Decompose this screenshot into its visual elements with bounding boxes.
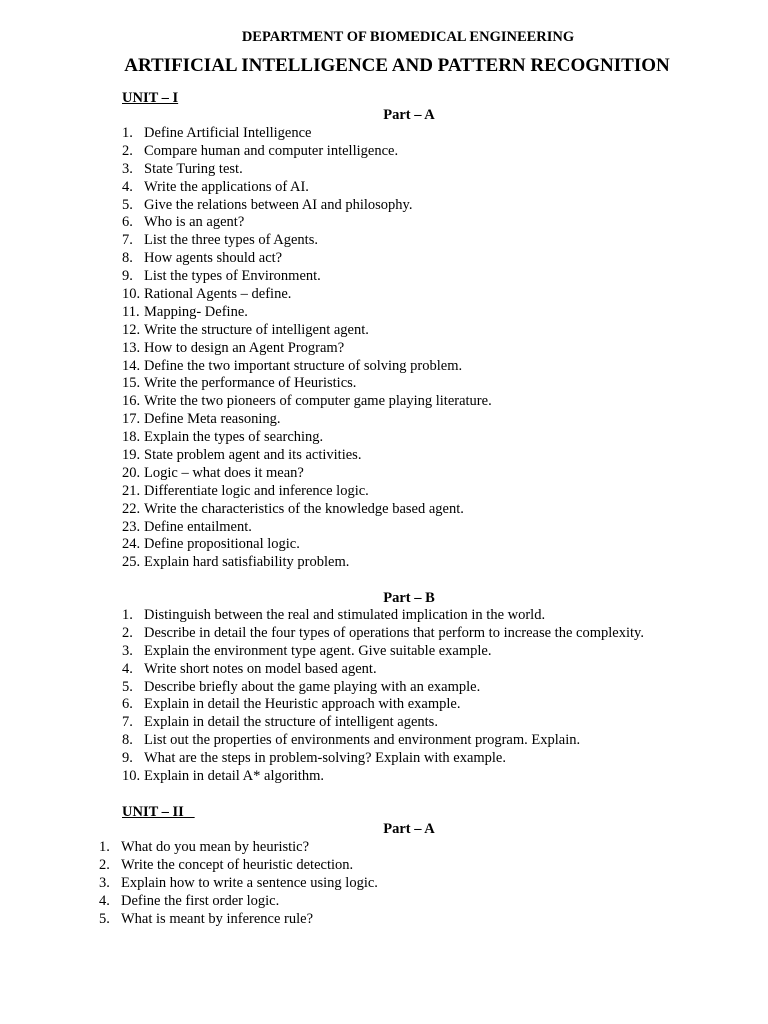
question-text: Explain in detail the Heuristic approach with example. [144, 696, 461, 713]
question-number: 1. [122, 125, 133, 141]
question-item [122, 197, 492, 215]
question-item [122, 358, 492, 376]
question-number: 11. [122, 303, 140, 320]
unit-2-part-a-questions [99, 839, 378, 928]
question-number: 1. [99, 839, 110, 855]
question-text: Who is an agent? [144, 214, 245, 231]
question-text: Write the two pioneers of computer game playing literature. [144, 393, 492, 410]
question-item [122, 232, 492, 250]
question-number: 20. [122, 464, 141, 481]
question-text: List out the properties of environments and environment program. Explain. [144, 732, 581, 749]
question-number: 19. [122, 447, 141, 464]
question-item [99, 857, 378, 875]
question-item [122, 393, 492, 411]
question-text: Write the structure of intelligent agent. [144, 321, 369, 338]
question-item [122, 143, 492, 161]
question-text: Distinguish between the real and stimulated implication in the world. [144, 607, 546, 623]
question-item [122, 429, 492, 447]
unit-1-part-a-heading: Part – A [383, 107, 435, 123]
question-text: Differentiate logic and inference logic. [144, 482, 369, 499]
question-text: List the three types of Agents. [144, 232, 318, 249]
question-item [99, 893, 378, 911]
question-item [122, 161, 492, 179]
question-text: Explain hard satisfiability problem. [144, 554, 350, 571]
question-text: Define the two important structure of solving problem. [144, 357, 463, 374]
question-item [122, 447, 492, 465]
question-number: 2. [122, 624, 133, 641]
question-item [122, 607, 644, 625]
question-number: 2. [99, 856, 110, 873]
question-item [122, 750, 644, 768]
question-text: Write the performance of Heuristics. [144, 375, 357, 392]
question-number: 25. [122, 554, 141, 571]
question-text: Explain how to write a sentence using logic. [121, 874, 378, 891]
question-item [122, 250, 492, 268]
department-heading: DEPARTMENT OF BIOMEDICAL ENGINEERING [241, 29, 575, 45]
question-number: 3. [99, 874, 110, 891]
question-number: 16. [122, 393, 141, 410]
question-item [122, 501, 492, 519]
question-text: State Turing test. [144, 160, 243, 177]
unit-1-part-b-questions [122, 607, 644, 786]
question-text: Write short notes on model based agent. [144, 660, 377, 677]
question-item [122, 696, 644, 714]
question-number: 1. [122, 607, 133, 623]
question-item [122, 661, 644, 679]
question-text: Rational Agents – define. [144, 286, 292, 303]
question-item [122, 714, 644, 732]
question-item [122, 732, 644, 750]
question-item [122, 554, 492, 572]
question-text: What do you mean by heuristic? [121, 839, 310, 855]
question-number: 6. [122, 696, 133, 713]
question-text: How to design an Agent Program? [144, 339, 345, 356]
question-text: State problem agent and its activities. [144, 447, 362, 464]
question-number: 2. [122, 142, 133, 159]
question-text: Describe in detail the four types of operations that perform to increase the complexity. [144, 624, 644, 641]
question-item [122, 322, 492, 340]
question-text: Write the concept of heuristic detection. [121, 856, 354, 873]
question-item [122, 768, 644, 786]
question-number: 18. [122, 429, 141, 446]
question-item [122, 125, 492, 143]
question-text: Define Meta reasoning. [144, 411, 281, 428]
question-text: List the types of Environment. [144, 268, 321, 285]
question-number: 13. [122, 339, 141, 356]
question-number: 6. [122, 214, 133, 231]
question-number: 7. [122, 714, 133, 731]
question-number: 5. [99, 910, 110, 927]
question-item [122, 643, 644, 661]
question-number: 14. [122, 357, 141, 374]
question-item [122, 679, 644, 697]
question-number: 4. [122, 178, 133, 195]
question-number: 24. [122, 536, 141, 553]
question-number: 5. [122, 678, 133, 695]
question-item [122, 340, 492, 358]
unit-1-heading: UNIT – I [122, 90, 179, 106]
question-text: How agents should act? [144, 250, 283, 267]
question-item [122, 536, 492, 554]
question-text: Mapping- Define. [144, 303, 248, 320]
question-number: 3. [122, 642, 133, 659]
unit-2-heading: UNIT – II [122, 804, 195, 820]
question-number: 3. [122, 160, 133, 177]
question-item [99, 875, 378, 893]
question-text: Compare human and computer intelligence. [144, 142, 399, 159]
question-text: Define propositional logic. [144, 536, 300, 553]
question-item [122, 483, 492, 501]
question-item [122, 179, 492, 197]
question-text: Logic – what does it mean? [144, 464, 304, 481]
question-item [122, 411, 492, 429]
question-number: 10. [122, 286, 141, 303]
question-item [99, 839, 378, 857]
question-text: Define Artificial Intelligence [144, 125, 312, 141]
question-number: 5. [122, 196, 133, 213]
unit-1-part-a-questions [122, 125, 492, 572]
question-item [122, 304, 492, 322]
question-text: Write the characteristics of the knowledge based agent. [144, 500, 464, 517]
question-number: 12. [122, 321, 141, 338]
question-number: 23. [122, 518, 141, 535]
question-item [122, 375, 492, 393]
question-number: 9. [122, 268, 133, 285]
question-number: 7. [122, 232, 133, 249]
unit-1-part-b-heading: Part – B [383, 590, 435, 606]
question-number: 4. [122, 660, 133, 677]
question-text: Explain the environment type agent. Give suitable example. [144, 642, 492, 659]
question-number: 15. [122, 375, 141, 392]
question-number: 8. [122, 250, 133, 267]
question-item [122, 286, 492, 304]
question-number: 10. [122, 768, 141, 785]
question-item [122, 465, 492, 483]
question-text: Explain the types of searching. [144, 429, 324, 446]
question-item [122, 268, 492, 286]
question-text: Give the relations between AI and philosophy. [144, 196, 413, 213]
course-title: ARTIFICIAL INTELLIGENCE AND PATTERN RECOGNITION [124, 55, 670, 76]
question-number: 21. [122, 482, 141, 499]
question-text: Define the first order logic. [121, 892, 280, 909]
question-item [122, 625, 644, 643]
question-item [122, 519, 492, 537]
question-number: 17. [122, 411, 141, 428]
question-text: What is meant by inference rule? [121, 910, 314, 927]
question-item [99, 911, 378, 929]
question-text: Describe briefly about the game playing with an example. [144, 678, 481, 695]
question-number: 4. [99, 892, 110, 909]
question-text: Define entailment. [144, 518, 252, 535]
question-text: What are the steps in problem-solving? Explain with example. [144, 750, 506, 767]
question-number: 8. [122, 732, 133, 749]
question-number: 22. [122, 500, 141, 517]
question-text: Write the applications of AI. [144, 178, 309, 195]
question-text: Explain in detail the structure of intelligent agents. [144, 714, 438, 731]
question-text: Explain in detail A* algorithm. [144, 768, 325, 785]
question-item [122, 214, 492, 232]
unit-2-part-a-heading: Part – A [383, 821, 435, 837]
question-number: 9. [122, 750, 133, 767]
